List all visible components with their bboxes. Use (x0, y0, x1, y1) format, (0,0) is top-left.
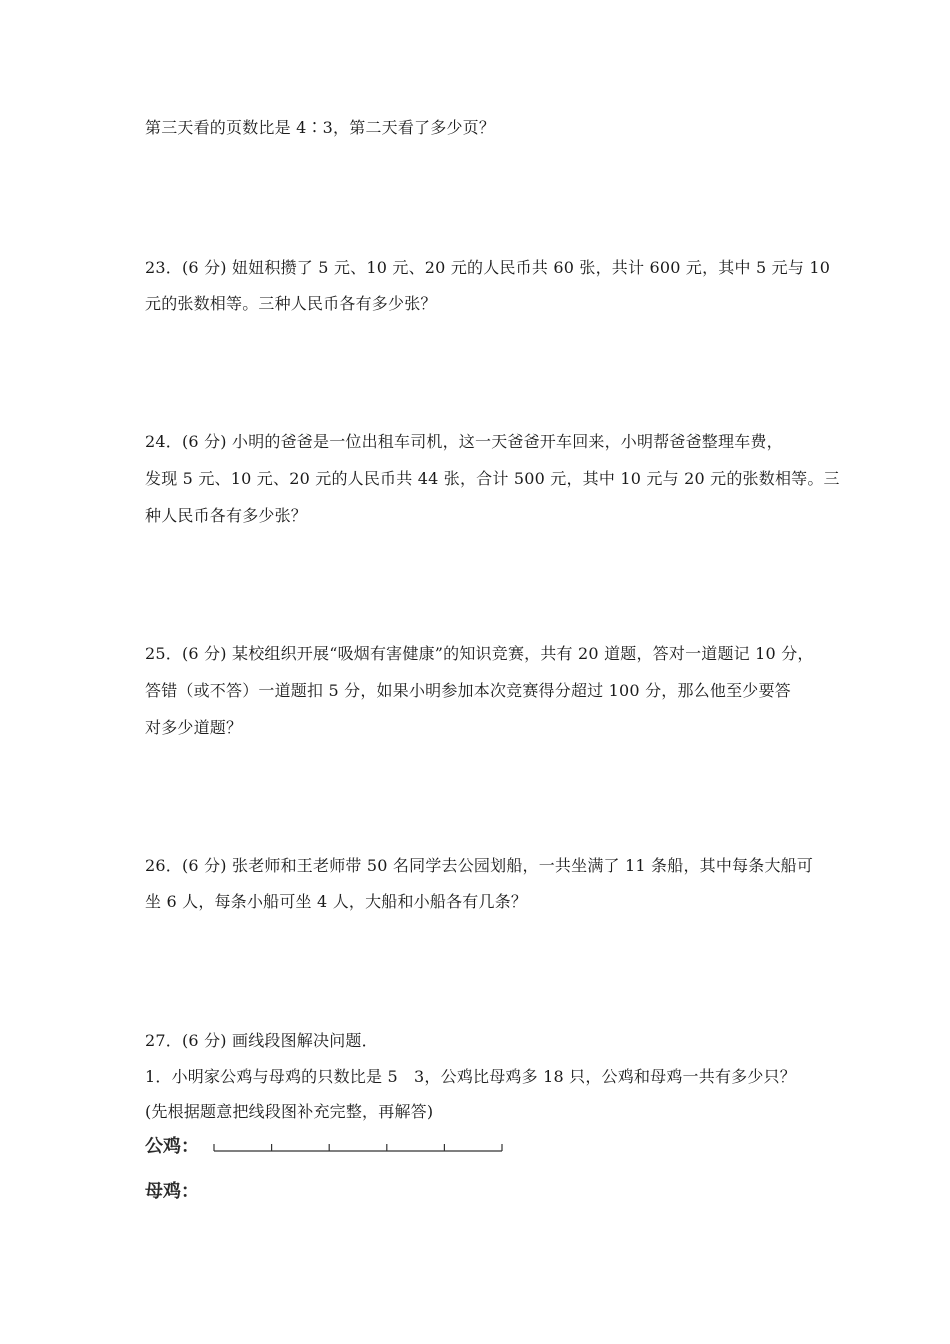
q24-line2: 发现 5 元、10 元、20 元的人民币共 44 张，合计 500 元，其中 10 元与 20 元的张数相等。三 (145, 469, 840, 488)
q27-line3: (先根据题意把线段图补充完整，再解答) (145, 1102, 434, 1121)
q26-line2: 坐 6 人，每条小船可坐 4 人，大船和小船各有几条？ (145, 892, 528, 911)
q25-line1: 25．(6 分) 某校组织开展“吸烟有害健康”的知识竞赛，共有 20 道题，答对一道题记 10 分， (145, 644, 814, 663)
q23-line2: 元的张数相等。三种人民币各有多少张？ (145, 294, 437, 313)
q27-line2: 1．小明家公鸡与母鸡的只数比是 5 3，公鸡比母鸡多 18 只，公鸡和母鸡一共有多少只？ (145, 1067, 796, 1086)
q25-line2: 答错（或不答）一道题扣 5 分，如果小明参加本次竞赛得分超过 100 分，那么他至少要答 (145, 681, 791, 700)
q22-text: 第三天看的页数比是 4∶3，第二天看了多少页？ (145, 118, 496, 137)
q27-line1: 27．(6 分) 画线段图解决问题． (145, 1031, 378, 1050)
rooster-segment-diagram (212, 1140, 512, 1156)
q25-line3: 对多少道题？ (145, 718, 243, 737)
q26-line1: 26．(6 分) 张老师和王老师带 50 名同学去公园划船，一共坐满了 11 条船，其中每条大船可 (145, 856, 814, 875)
rooster-label: 公鸡： (145, 1136, 199, 1157)
hen-label: 母鸡： (145, 1181, 199, 1202)
q24-line1: 24．(6 分) 小明的爸爸是一位出租车司机，这一天爸爸开车回来，小明帮爸爸整理车费， (145, 432, 783, 451)
q24-line3: 种人民币各有多少张？ (145, 506, 308, 525)
q23-line1: 23．(6 分) 妞妞积攒了 5 元、10 元、20 元的人民币共 60 张，共计 600 元，其中 5 元与 10 (145, 258, 831, 277)
